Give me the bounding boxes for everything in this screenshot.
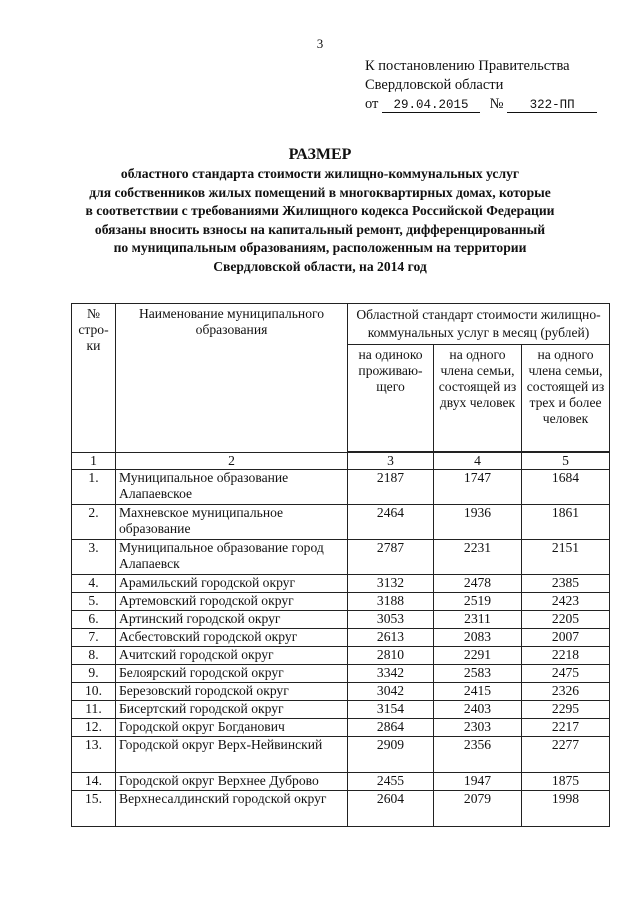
row-number: 1.	[72, 470, 116, 505]
value-three: 2423	[522, 593, 610, 611]
value-two: 2311	[434, 611, 522, 629]
row-number: 12.	[72, 719, 116, 737]
value-two: 2583	[434, 665, 522, 683]
municipality-name: Махневское муниципальное образование	[116, 505, 348, 540]
header-num: № стро-ки	[72, 304, 116, 453]
value-two: 2356	[434, 737, 522, 773]
municipality-name: Артемовский городской округ	[116, 593, 348, 611]
table-row	[72, 470, 610, 505]
title-line: Свердловской области, на 2014 год	[213, 258, 427, 274]
value-three: 2007	[522, 629, 610, 647]
title-line: областного стандарта стоимости жилищно-коммунальных услуг	[120, 166, 520, 181]
municipality-name: Верхнесалдинский городской округ	[116, 791, 348, 827]
header-three: на одного члена семьи, состоящей из трех и более человек	[522, 345, 610, 453]
value-single: 2187	[348, 470, 434, 505]
value-single: 3188	[348, 593, 434, 611]
value-two: 1947	[434, 773, 522, 791]
value-three: 1875	[522, 773, 610, 791]
page-number: 3	[316, 36, 324, 51]
row-number: 6.	[72, 611, 116, 629]
value-single: 2909	[348, 737, 434, 773]
value-single: 2810	[348, 647, 434, 665]
value-three: 2217	[522, 719, 610, 737]
value-three: 2205	[522, 611, 610, 629]
municipality-name: Муниципальное образование Алапаевское	[116, 470, 348, 505]
value-three: 2295	[522, 701, 610, 719]
table-row	[72, 575, 610, 593]
value-two: 2403	[434, 701, 522, 719]
standards-table	[71, 303, 610, 827]
municipality-name: Асбестовский городской округ	[116, 629, 348, 647]
header-standard: Областной стандарт стоимости жилищно-коммунальных услуг в месяц (рублей)	[348, 304, 610, 345]
row-number: 4.	[72, 575, 116, 593]
resolution-number: 322-ПП	[507, 99, 597, 113]
value-two: 2291	[434, 647, 522, 665]
value-two: 2079	[434, 791, 522, 827]
table-row	[72, 773, 610, 791]
row-number: 11.	[72, 701, 116, 719]
value-two: 1936	[434, 505, 522, 540]
value-two: 2415	[434, 683, 522, 701]
value-single: 3154	[348, 701, 434, 719]
value-two: 2519	[434, 593, 522, 611]
index-cell: 1	[72, 452, 116, 470]
index-row	[72, 452, 610, 470]
value-single: 2864	[348, 719, 434, 737]
table-row	[72, 540, 610, 575]
title-line: обязаны вносить взносы на капитальный ремонт, дифференцированный	[94, 221, 546, 237]
document-title	[0, 145, 640, 276]
value-single: 2464	[348, 505, 434, 540]
value-three: 2151	[522, 540, 610, 575]
resolution-line-1: К постановлению Правительства	[365, 58, 570, 74]
value-three: 1998	[522, 791, 610, 827]
resolution-date-line	[365, 95, 597, 114]
value-three: 2326	[522, 683, 610, 701]
row-number: 7.	[72, 629, 116, 647]
value-two: 2303	[434, 719, 522, 737]
table-row	[72, 791, 610, 827]
header-name: Наименование муниципального образования	[116, 304, 348, 453]
value-two: 1747	[434, 470, 522, 505]
municipality-name: Ачитский городской округ	[116, 647, 348, 665]
resolution-reference	[365, 57, 597, 114]
table-row	[72, 611, 610, 629]
value-two: 2083	[434, 629, 522, 647]
index-cell: 3	[348, 452, 434, 470]
municipality-name: Городской округ Богданович	[116, 719, 348, 737]
row-number: 2.	[72, 505, 116, 540]
value-three: 2385	[522, 575, 610, 593]
title-line: по муниципальным образованиям, расположенным на территории	[113, 240, 527, 255]
value-single: 3342	[348, 665, 434, 683]
table-row	[72, 647, 610, 665]
value-single: 2604	[348, 791, 434, 827]
number-prefix: №	[489, 96, 504, 112]
row-number: 9.	[72, 665, 116, 683]
table-row	[72, 701, 610, 719]
table-row	[72, 593, 610, 611]
index-cell: 5	[522, 452, 610, 470]
resolution-date: 29.04.2015	[382, 99, 480, 113]
municipality-name: Городской округ Верхнее Дуброво	[116, 773, 348, 791]
municipality-name: Городской округ Верх-Нейвинский	[116, 737, 348, 773]
row-number: 10.	[72, 683, 116, 701]
title-line: в соответствии с требованиями Жилищного кодекса Российской Федерации	[85, 203, 555, 218]
municipality-name: Муниципальное образование город Алапаевск	[116, 540, 348, 575]
index-cell: 2	[116, 452, 348, 470]
table-row	[72, 665, 610, 683]
row-number: 15.	[72, 791, 116, 827]
value-three: 2475	[522, 665, 610, 683]
table-row	[72, 505, 610, 540]
table-row	[72, 683, 610, 701]
value-single: 3042	[348, 683, 434, 701]
value-single: 3132	[348, 575, 434, 593]
value-three: 1684	[522, 470, 610, 505]
value-two: 2231	[434, 540, 522, 575]
date-prefix: от	[365, 96, 379, 112]
municipality-name: Арамильский городской округ	[116, 575, 348, 593]
row-number: 3.	[72, 540, 116, 575]
row-number: 14.	[72, 773, 116, 791]
table-body	[72, 470, 610, 827]
header-single: на одиноко проживаю-щего	[348, 345, 434, 453]
municipality-name: Бисертский городской округ	[116, 701, 348, 719]
title-line: для собственников жилых помещений в многоквартирных домах, которые	[89, 184, 551, 200]
resolution-line-2: Свердловской области	[365, 77, 504, 93]
row-number: 13.	[72, 737, 116, 773]
table-row	[72, 737, 610, 773]
index-cell: 4	[434, 452, 522, 470]
value-single: 2613	[348, 629, 434, 647]
table-row	[72, 719, 610, 737]
header-row	[72, 304, 610, 345]
value-single: 3053	[348, 611, 434, 629]
value-three: 2218	[522, 647, 610, 665]
value-three: 1861	[522, 505, 610, 540]
title-main: РАЗМЕР	[288, 146, 352, 163]
header-two: на одного члена семьи, состоящей из двух человек	[434, 345, 522, 453]
value-single: 2787	[348, 540, 434, 575]
value-three: 2277	[522, 737, 610, 773]
value-single: 2455	[348, 773, 434, 791]
row-number: 5.	[72, 593, 116, 611]
value-two: 2478	[434, 575, 522, 593]
municipality-name: Белоярский городской округ	[116, 665, 348, 683]
table-row	[72, 629, 610, 647]
row-number: 8.	[72, 647, 116, 665]
municipality-name: Березовский городской округ	[116, 683, 348, 701]
municipality-name: Артинский городской округ	[116, 611, 348, 629]
